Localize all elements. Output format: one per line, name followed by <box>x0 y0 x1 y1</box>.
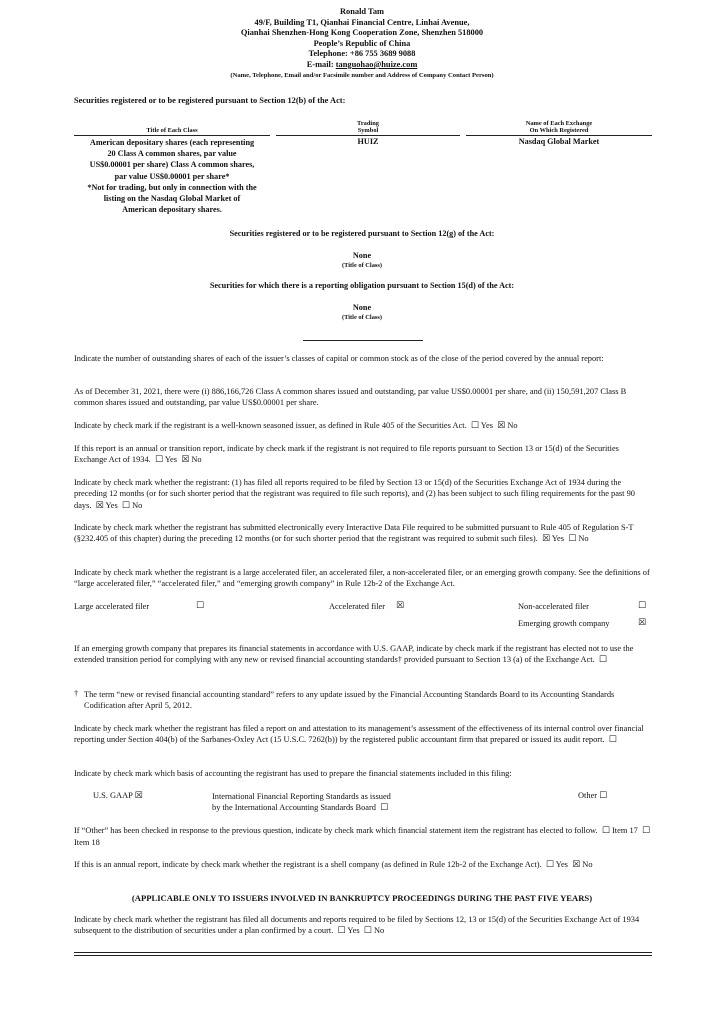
outstanding-shares-text: Indicate the number of outstanding shares of each of the issuer’s classes of capital or common stock as of the close of the period covered by the annual report: <box>74 354 604 363</box>
section-15d-value: None <box>352 303 372 312</box>
filed-reports-item: Indicate by check mark whether the registrant: (1) has filed all reports required to be filed by Section 13 or 15(d) of the Securities Exchange Act of 1934 during the preceding 12 months (or for such shorter period that the registrant was required to file such reports), and (2) has been subject to such filing requirements for the past 90 days. ☒ Yes ☐ No <box>74 478 635 511</box>
contact-telephone: Telephone: +86 755 3689 9088 <box>308 49 416 59</box>
egc-election-checkbox[interactable]: ☐ <box>598 655 607 666</box>
accelerated-label: Accelerated filer <box>329 602 386 611</box>
class-description-line: listing on the Nasdaq Global Market of <box>103 194 241 204</box>
table-rule-1 <box>74 135 270 136</box>
section-12g-title: Securities registered or to be registered pursuant to Section 12(g) of the Act: <box>229 229 495 238</box>
contact-email-line: E-mail: tanguohao@huize.com <box>306 59 418 69</box>
contact-name: Ronald Tam <box>340 7 384 16</box>
contact-caption: (Name, Telephone, Email and/or Facsimile number and Address of Company Contact Person) <box>230 71 494 79</box>
class-description-line: American depositary shares (each representing <box>89 138 255 147</box>
bankruptcy-item: Indicate by check mark whether the registrant has filed all documents and reports required to be filed by Sections 12, 13 or 15(d) of the Securities Exchange Act of 1934 subsequent to the distribution of securities under a plan confirmed by a court. ☐ Yes ☐ No <box>74 915 640 937</box>
section-15d-title: Securities for which there is a reporting obligation pursuant to Section 15(d) of the Act: <box>209 281 515 290</box>
class-description-line: *Not for trading, but only in connection with the <box>87 182 257 192</box>
shares-as-of-text: As of December 31, 2021, there were (i) 886,166,726 Class A common shares issued and outstanding, par value US$0.00001 per share, and (ii) 150,591,207 Class B common shares issued and outstanding, par value US$0.00001 per share. <box>74 387 627 408</box>
shell-no-checkbox[interactable]: ☒ <box>572 860 581 870</box>
contact-block <box>0 7 724 81</box>
footnote-text: The term “new or revised financial accounting standard” refers to any update issued by the Financial Accounting Standards Board to its Accounting Standards Codification after April 5, 2012. <box>84 690 615 711</box>
filer-status-text: Indicate by check mark whether the registrant is a large accelerated filer, an accelerated filer, a non-accelerated filer, or an emerging growth company. See the definitions of “large accelerated filer,” “accelerated filer,” and “emerging growth company” in Rule 12b-2 of the Exchange Act. <box>74 568 650 589</box>
not-required-yes-checkbox[interactable]: ☐ <box>154 455 164 466</box>
other-option: Other ☐ <box>578 791 608 801</box>
section-15d-caption: (Title of Class) <box>342 314 382 321</box>
non-accelerated-checkbox[interactable]: ☐ <box>638 601 647 611</box>
class-description <box>72 137 272 215</box>
ifrs-option: International Financial Reporting Standards as issued by the International Accounting Standards Board ☐ <box>212 792 391 814</box>
exchange-name: Nasdaq Global Market <box>518 137 600 146</box>
shell-yes-checkbox[interactable]: ☐ <box>545 860 554 870</box>
class-description-line: American depositary shares. <box>122 205 222 215</box>
accounting-basis-text: Indicate by check mark which basis of accounting the registrant has used to prepare the financial statements included in this filing: <box>74 769 512 778</box>
footer-rule-2 <box>74 955 652 956</box>
section-12b-title: Securities registered or to be registered pursuant to Section 12(b) of the Act: <box>74 96 346 105</box>
interactive-yes-checkbox[interactable]: ☒ <box>541 534 551 545</box>
interactive-no-checkbox[interactable]: ☐ <box>568 534 577 545</box>
shell-company-item: If this is an annual report, indicate by check mark whether the registrant is a shell company (as defined in Rule 12b-2 of the Exchange Act). ☐ Yes ☒ No <box>74 860 593 870</box>
accelerated-checkbox[interactable]: ☒ <box>396 601 405 611</box>
seasoned-no-checkbox[interactable]: ☒ <box>497 421 506 431</box>
separator-rule <box>303 340 423 341</box>
class-description-line: 20 Class A common shares, par value <box>107 149 237 159</box>
seasoned-yes-checkbox[interactable]: ☐ <box>470 421 479 431</box>
class-description-line: US$0.00001 per share) Class A common shares, <box>89 160 255 170</box>
us-gaap-checkbox[interactable]: ☒ <box>134 791 143 801</box>
emerging-growth-label: Emerging growth company <box>518 619 610 628</box>
not-required-no-checkbox[interactable]: ☒ <box>181 455 190 466</box>
bankruptcy-heading: (APPLICABLE ONLY TO ISSUERS INVOLVED IN BANKRUPTCY PROCEEDINGS DURING THE PAST FIVE YEARS) <box>131 893 593 903</box>
footer-rule-1 <box>74 952 652 953</box>
col-title-of-class: Title of Each Class <box>146 127 198 134</box>
item18-checkbox[interactable]: ☐ <box>642 826 651 836</box>
us-gaap-option: U.S. GAAP ☒ <box>93 791 143 801</box>
footnote-dagger: † <box>74 689 79 698</box>
non-accelerated-label: Non-accelerated filer <box>518 602 589 611</box>
interactive-data-item: Indicate by check mark whether the registrant has submitted electronically every Interactive Data File required to be submitted pursuant to Rule 405 of Regulation S-T (§232.405 of this chapter) during the preceding 12 months (or for such shorter period that the registrant was required to submit such files). ☒ Yes ☐ No <box>74 523 634 545</box>
contact-country: People’s Republic of China <box>313 38 411 48</box>
section-12g-caption: (Title of Class) <box>342 262 382 269</box>
attestation-item: Indicate by check mark whether the registrant has filed a report on and attestation to its management’s assessment of the effectiveness of its internal control over financial reporting under Section 404(b) of the Sarbanes-Oxley Act (15 U.S.C. 7262(b)) by the registered public accountant firm that prepared or issued its audit report. ☐ <box>74 724 644 746</box>
bankruptcy-yes-checkbox[interactable]: ☐ <box>337 926 346 937</box>
table-rule-3 <box>466 135 652 136</box>
contact-address-line2: Qianhai Shenzhen-Hong Kong Cooperation Zone, Shenzhen 518000 <box>240 28 484 38</box>
attestation-checkbox[interactable]: ☐ <box>608 735 617 746</box>
trading-symbol: HUIZ <box>357 137 379 146</box>
seasoned-issuer-item: Indicate by check mark if the registrant is a well-known seasoned issuer, as defined in Rule 405 of the Securities Act. ☐ Yes ☒ No <box>74 421 518 431</box>
large-accelerated-checkbox[interactable]: ☐ <box>196 601 205 611</box>
ifrs-checkbox[interactable]: ☐ <box>380 803 389 814</box>
other-item-election: If “Other” has been checked in response to the previous question, indicate by check mark which financial statement item the registrant has elected to follow. ☐ Item 17 ☐ Item 18 <box>74 826 651 848</box>
bankruptcy-no-checkbox[interactable]: ☐ <box>363 926 372 937</box>
section-12g-value: None <box>352 251 372 260</box>
contact-address-line1: 49/F, Building T1, Qianhai Financial Centre, Linhai Avenue, <box>254 17 470 27</box>
item17-checkbox[interactable]: ☐ <box>601 826 610 836</box>
large-accelerated-label: Large accelerated filer <box>74 602 150 611</box>
col-exchange: Name of Each Exchange On Which Registered <box>525 120 593 135</box>
table-rule-2 <box>276 135 460 136</box>
contact-email-link[interactable]: tanguohao@huize.com <box>335 59 418 69</box>
emerging-growth-election-item: If an emerging growth company that prepares its financial statements in accordance with U.S. GAAP, indicate by check mark if the registrant has elected not to use the extended transition period for complying with any new or revised financial accounting standards† provided pursuant to Section 13 (a) of the Exchange Act. ☐ <box>74 644 634 666</box>
filed-no-checkbox[interactable]: ☐ <box>121 500 130 511</box>
emerging-growth-checkbox[interactable]: ☒ <box>638 618 647 628</box>
col-trading-symbol: Trading Symbol <box>357 120 379 135</box>
not-required-item: If this report is an annual or transition report, indicate by check mark if the registrant is not required to file reports pursuant to Section 13 or 15(d) of the Securities Exchange Act of 1934. ☐ Yes ☒ No <box>74 444 619 466</box>
other-checkbox[interactable]: ☐ <box>599 791 608 801</box>
class-description-line: par value US$0.00001 per share* <box>114 171 230 181</box>
filed-yes-checkbox[interactable]: ☒ <box>95 500 104 511</box>
